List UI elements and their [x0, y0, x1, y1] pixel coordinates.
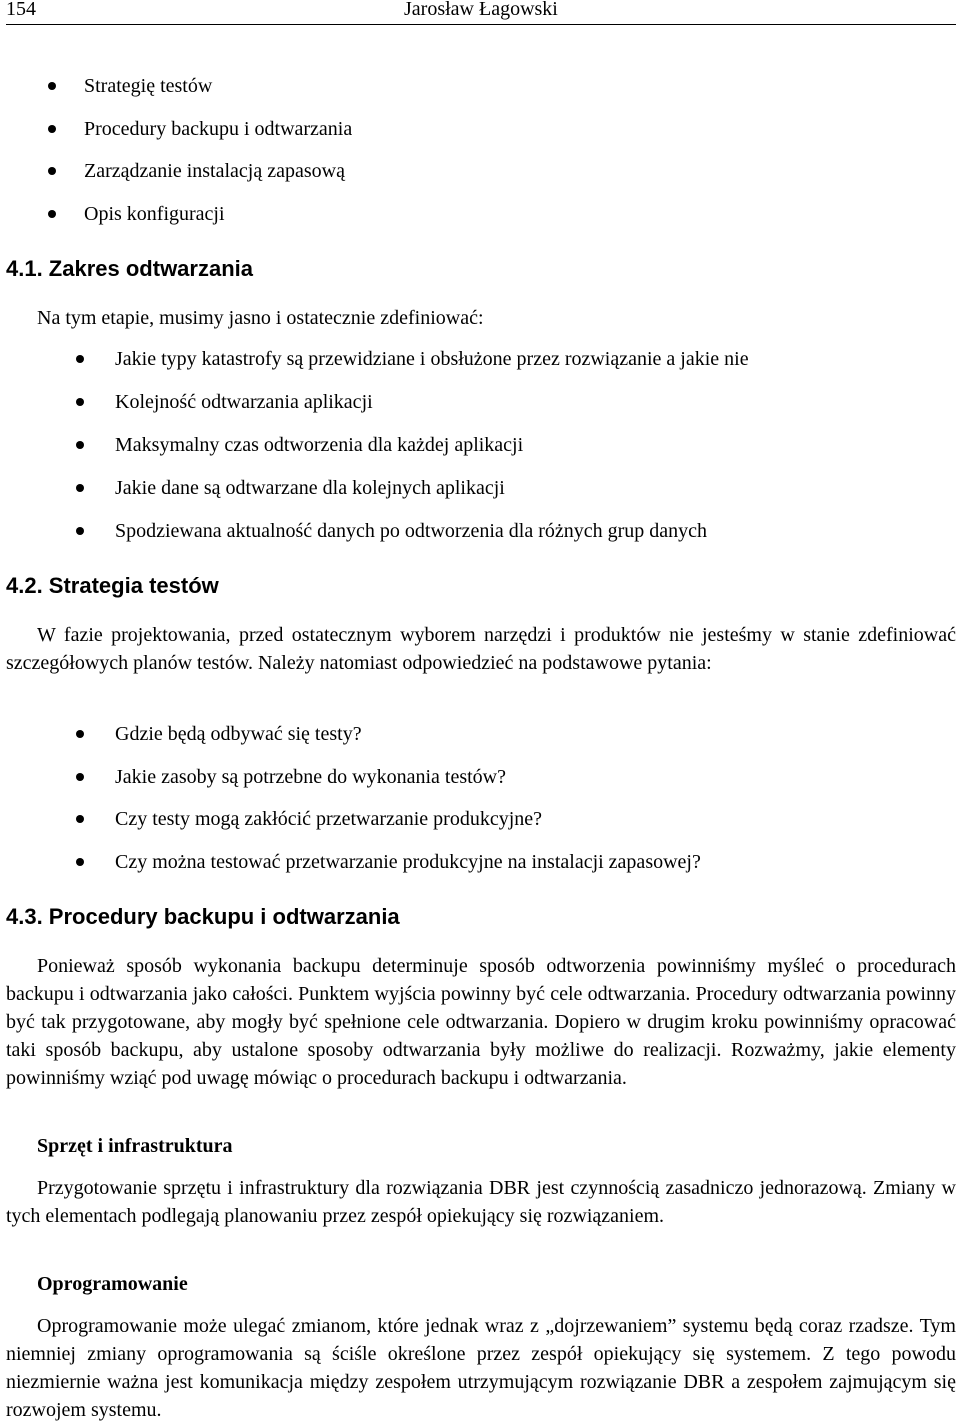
top-bullet-list — [48, 75, 352, 245]
section-4-1-intro: Na tym etapie, musimy jasno i ostatecznie zdefiniować: — [37, 307, 484, 329]
bullet-icon — [76, 730, 84, 738]
list-item: Zarządzanie instalacją zapasową — [48, 160, 352, 203]
bullet-icon — [76, 773, 84, 781]
page-number: 154 — [6, 0, 36, 20]
bullet-icon — [48, 125, 56, 133]
list-item: Strategię testów — [48, 75, 352, 118]
list-item: Gdzie będą odbywać się testy? — [76, 723, 701, 766]
section-4-2-paragraph: W fazie projektowania, przed ostatecznym wyborem narzędzi i produktów nie jesteśmy w stanie zdefiniować szczegółowych planów testów. Należy natomiast odpowiedzieć na podstawowe pytania: — [6, 624, 956, 674]
list-item: Spodziewana aktualność danych po odtworzenia dla różnych grup danych — [76, 520, 749, 563]
bullet-icon — [48, 82, 56, 90]
list-item: Czy testy mogą zakłócić przetwarzanie produkcyjne? — [76, 808, 701, 851]
bullet-icon — [76, 355, 84, 363]
list-item: Kolejność odtwarzania aplikacji — [76, 391, 749, 434]
test-questions-list — [76, 723, 701, 893]
list-item: Jakie zasoby są potrzebne do wykonania testów? — [76, 766, 701, 809]
scope-bullet-list — [76, 348, 749, 563]
section-heading-4-1: 4.1. Zakres odtwarzania — [6, 256, 253, 281]
section-heading-4-2: 4.2. Strategia testów — [6, 573, 219, 598]
bullet-icon — [76, 858, 84, 866]
header-divider — [6, 24, 956, 25]
running-header-author: Jarosław Łagowski — [404, 0, 558, 20]
bullet-icon — [76, 815, 84, 823]
list-item: Opis konfiguracji — [48, 203, 352, 246]
list-item: Procedury backupu i odtwarzania — [48, 118, 352, 161]
software-paragraph: Oprogramowanie może ulegać zmianom, które jednak wraz z „dojrzewaniem” systemu będą coraz rzadsze. Tym niemniej zmiany oprogramowania są ściśle określone przez zespół opiekujący się systemem. Z tego powodu niezmiernie ważna jest komunikacja między zespołem utrzymującym rozwiązanie DBR a zespołem zajmującym się rozwojem systemu. — [6, 1315, 956, 1421]
hardware-paragraph: Przygotowanie sprzętu i infrastruktury dla rozwiązania DBR jest czynnością zasadniczo jednorazową. Zmiany w tych elementach podlegają planowaniu przez zespół opiekujący się rozwiązaniem. — [6, 1177, 956, 1227]
page-header — [6, 0, 956, 22]
bullet-icon — [48, 210, 56, 218]
bullet-icon — [76, 484, 84, 492]
bullet-icon — [76, 398, 84, 406]
subheading-software: Oprogramowanie — [37, 1273, 188, 1295]
list-item: Jakie dane są odtwarzane dla kolejnych aplikacji — [76, 477, 749, 520]
bullet-icon — [48, 167, 56, 175]
subheading-hardware: Sprzęt i infrastruktura — [37, 1135, 233, 1157]
section-heading-4-3: 4.3. Procedury backupu i odtwarzania — [6, 904, 400, 929]
bullet-icon — [76, 441, 84, 449]
section-4-3-paragraph: Ponieważ sposób wykonania backupu determinuje sposób odtworzenia powinniśmy myśleć o procedurach backupu i odtwarzania jako całości. Punktem wyjścia powinny być cele odtwarzania. Procedury odtwarzania powinny być tak przygotowane, aby mogły być spełnione cele odtwarzania. Dopiero w drugim kroku powinniśmy opracować taki sposób backupu, aby ustalone sposoby odtwarzania były możliwe do realizacji. Rozważmy, jakie elementy powinniśmy wziąć pod uwagę mówiąc o procedurach backupu i odtwarzania. — [6, 955, 956, 1089]
list-item: Maksymalny czas odtworzenia dla każdej aplikacji — [76, 434, 749, 477]
list-item: Czy można testować przetwarzanie produkcyjne na instalacji zapasowej? — [76, 851, 701, 894]
bullet-icon — [76, 527, 84, 535]
list-item: Jakie typy katastrofy są przewidziane i obsłużone przez rozwiązanie a jakie nie — [76, 348, 749, 391]
